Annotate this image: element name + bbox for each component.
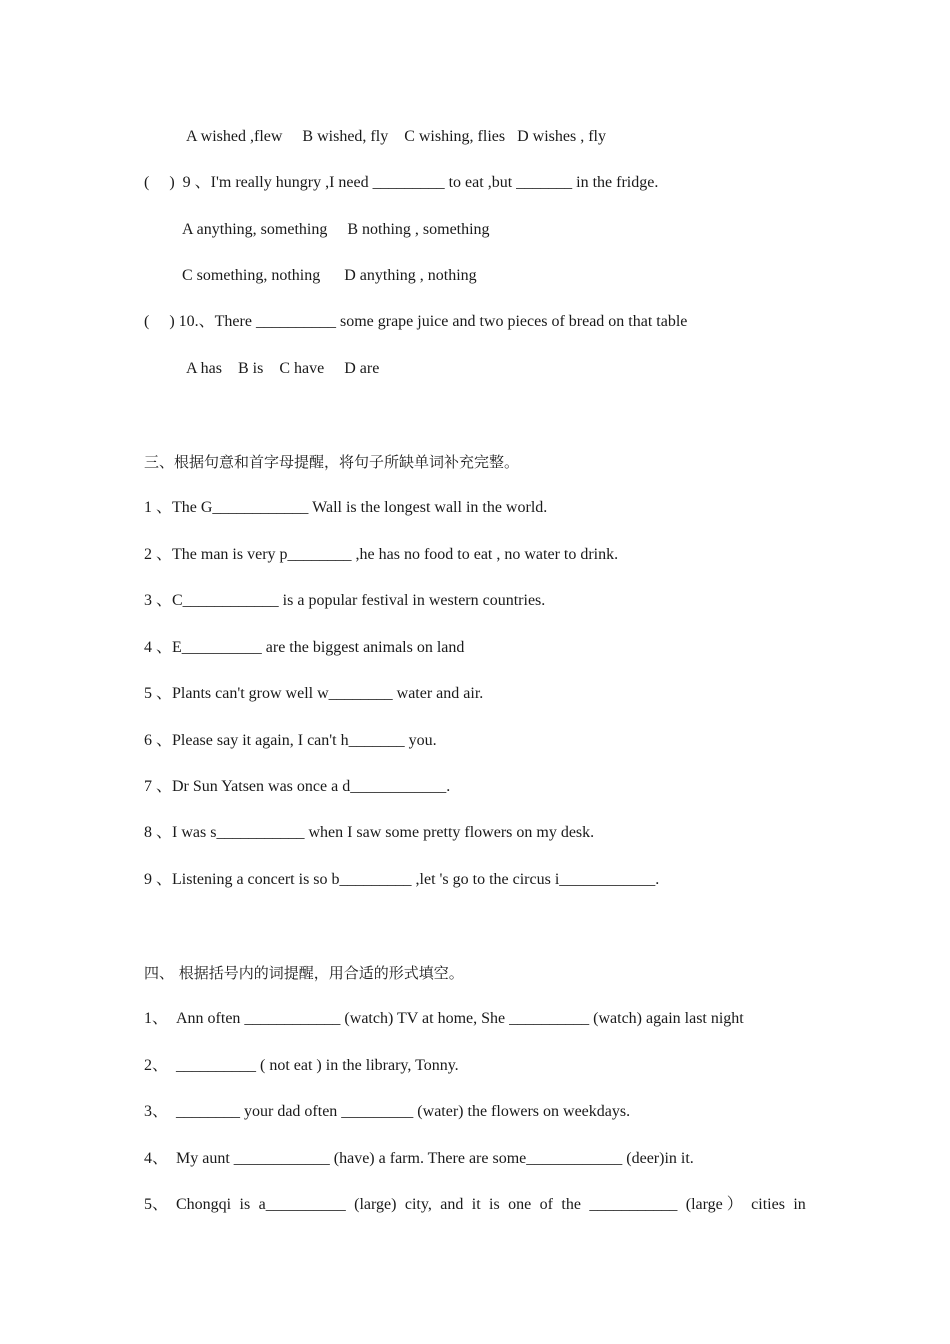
word: ___________ [589, 1196, 678, 1213]
section-3-item: 6 、Please say it again, I can't h_______ you. [144, 732, 437, 749]
section-4-item: 2、 __________ ( not eat ) in the library, Tonny. [144, 1057, 459, 1074]
word: (large) [354, 1196, 397, 1213]
section-3-item: 8 、I was s___________ when I saw some pretty flowers on my desk. [144, 824, 595, 841]
word: is [489, 1196, 500, 1213]
section-3-item: 5 、Plants can't grow well w________ water and air. [144, 685, 484, 702]
word: 5、 Chongqi [144, 1196, 232, 1213]
section-3-item: 2 、The man is very p________ ,he has no food to eat , no water to drink. [144, 546, 619, 563]
section-4-item: 3、 ________ your dad often _________ (water) the flowers on weekdays. [144, 1103, 631, 1120]
section-3-item: 9 、Listening a concert is so b_________ ,let 's go to the circus i____________. [144, 871, 660, 888]
question-9-stem: ( ) 9 、I'm really hungry ,I need _________ to eat ,but _______ in the fridge. [144, 174, 659, 191]
word: the [561, 1196, 581, 1213]
section-4-item: 1、 Ann often ____________ (watch) TV at home, She __________ (watch) again last night [144, 1010, 744, 1027]
word: it [471, 1196, 481, 1213]
word: is [239, 1196, 251, 1213]
question-8-options: A wished ,flew B wished, fly C wishing, flies D wishes , fly [186, 128, 606, 145]
section-3-item: 3 、C____________ is a popular festival in western countries. [144, 592, 546, 609]
section-3-item: 7 、Dr Sun Yatsen was once a d____________. [144, 778, 451, 795]
section-4-heading: 四、 根据括号内的词提醒，用合适的形式填空。 [144, 964, 464, 982]
word: cities [751, 1196, 785, 1213]
question-10-stem: ( ) 10.、There __________ some grape juice and two pieces of bread on that table [144, 313, 688, 330]
section-3-item: 4 、E__________ are the biggest animals on land [144, 639, 465, 656]
section-3-heading: 三、根据句意和首字母提醒，将句子所缺单词补充完整。 [144, 453, 520, 471]
question-9-options-cd: C something, nothing D anything , nothing [182, 267, 477, 284]
word: city, [404, 1196, 432, 1213]
word: a__________ [258, 1196, 346, 1213]
word: one [508, 1196, 532, 1213]
question-9-options-ab: A anything, something B nothing , something [182, 221, 490, 238]
section-4-item-5 [144, 1195, 806, 1215]
question-10-options: A has B is C have D are [186, 360, 380, 377]
word: (large ） [685, 1196, 743, 1213]
word: and [440, 1196, 464, 1213]
word: of [539, 1196, 553, 1213]
word: in [793, 1196, 806, 1213]
section-4-item: 4、 My aunt ____________ (have) a farm. There are some____________ (deer)in it. [144, 1150, 694, 1167]
section-3-item: 1 、The G____________ Wall is the longest wall in the world. [144, 499, 548, 516]
